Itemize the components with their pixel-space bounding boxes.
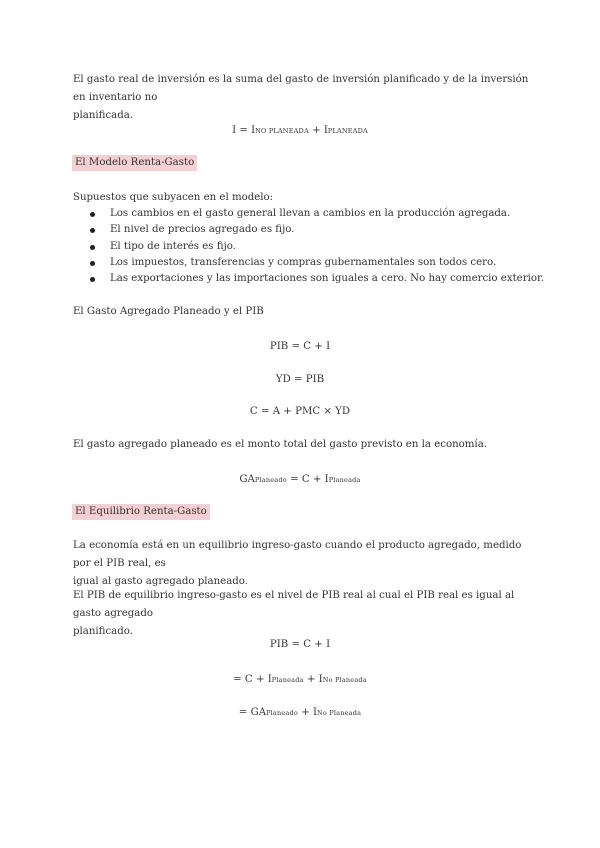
eq-main: I = I <box>232 125 256 136</box>
eq-sub: Planeado <box>266 709 298 717</box>
list-item-text: El nivel de precios agregado es fijo. <box>110 224 295 236</box>
bullet-icon <box>90 245 95 250</box>
eq-main: = GA <box>238 707 267 718</box>
ga-equation <box>0 473 600 487</box>
eq-sub: Planeado <box>254 476 287 484</box>
intro-line-2: planificada. <box>73 110 134 121</box>
list-item <box>73 239 544 255</box>
list-item <box>73 255 544 271</box>
equilibrio-line-1: La economía está en un equilibrio ingreso-gasto cuando el producto agregado, medido por el PIB real, es <box>73 540 522 569</box>
eq-plus: = C + I <box>286 474 329 485</box>
investment-equation <box>0 124 600 138</box>
list-item-text: Los impuestos, transferencias y compras gubernamentales son todos cero. <box>110 256 497 268</box>
eq-sub: No Planeada <box>322 676 367 684</box>
intro-line-1: El gasto real de inversión es la suma del gasto de inversión planificado y de la inversión en inventario no <box>73 74 529 103</box>
pib-equilibrio-paragraph <box>73 587 533 641</box>
final-equation-3 <box>0 706 600 720</box>
gasto-section-title: El Gasto Agregado Planeado y el PIB <box>73 306 264 317</box>
yd-equation: YD = PIB <box>275 374 325 385</box>
eq-plus: + I <box>298 707 318 718</box>
list-item-text: Las exportaciones y las importaciones son iguales a cero. No hay comercio exterior. <box>110 273 544 285</box>
equilibrio-line-2: igual al gasto agregado planeado. <box>73 576 248 587</box>
final-pib-equation: PIB = C + I <box>269 639 331 650</box>
list-item <box>73 206 544 222</box>
eq-plus: + I <box>308 125 328 136</box>
equilibrio-paragraph <box>73 537 533 591</box>
final-equation-2 <box>0 673 600 687</box>
eq-main: GA <box>239 474 255 485</box>
section-heading-equilibrio: El Equilibrio Renta-Gasto <box>72 504 210 520</box>
eq-plus: + I <box>303 674 323 685</box>
section-heading-modelo: El Modelo Renta-Gasto <box>72 155 197 171</box>
eq-sub: Planeada <box>328 476 361 484</box>
eq-sub: No Planeada <box>317 709 362 717</box>
list-item-text: Los cambios en el gasto general llevan a cambios en la producción agregada. <box>110 208 511 219</box>
eq-sub: NO PLANEADA <box>255 127 309 135</box>
intro-paragraph <box>73 71 533 125</box>
list-item <box>73 222 544 238</box>
assumptions-intro: Supuestos que subyacen en el modelo: <box>73 192 274 203</box>
gasto-definition: El gasto agregado planeado es el monto total del gasto previsto en la economía. <box>73 439 488 450</box>
pib-equation: PIB = C + I <box>269 341 331 352</box>
pib-line-1: El PIB de equilibrio ingreso-gasto es el nivel de PIB real al cual el PIB real es igual al gasto agregado <box>73 590 515 619</box>
pib-line-2: planificado. <box>73 626 133 637</box>
eq-main: = C + I <box>233 674 272 685</box>
list-item-text: El tipo de interés es fijo. <box>110 240 236 252</box>
list-item <box>73 271 544 287</box>
eq-sub: PLANEADA <box>327 127 368 135</box>
consumption-equation: C = A + PMC × YD <box>249 406 351 417</box>
bullet-icon <box>90 261 95 266</box>
bullet-icon <box>90 228 95 233</box>
bullet-icon <box>90 212 95 217</box>
bullet-icon <box>90 277 95 282</box>
eq-sub: Planeada <box>271 676 304 684</box>
assumptions-list <box>73 206 544 287</box>
